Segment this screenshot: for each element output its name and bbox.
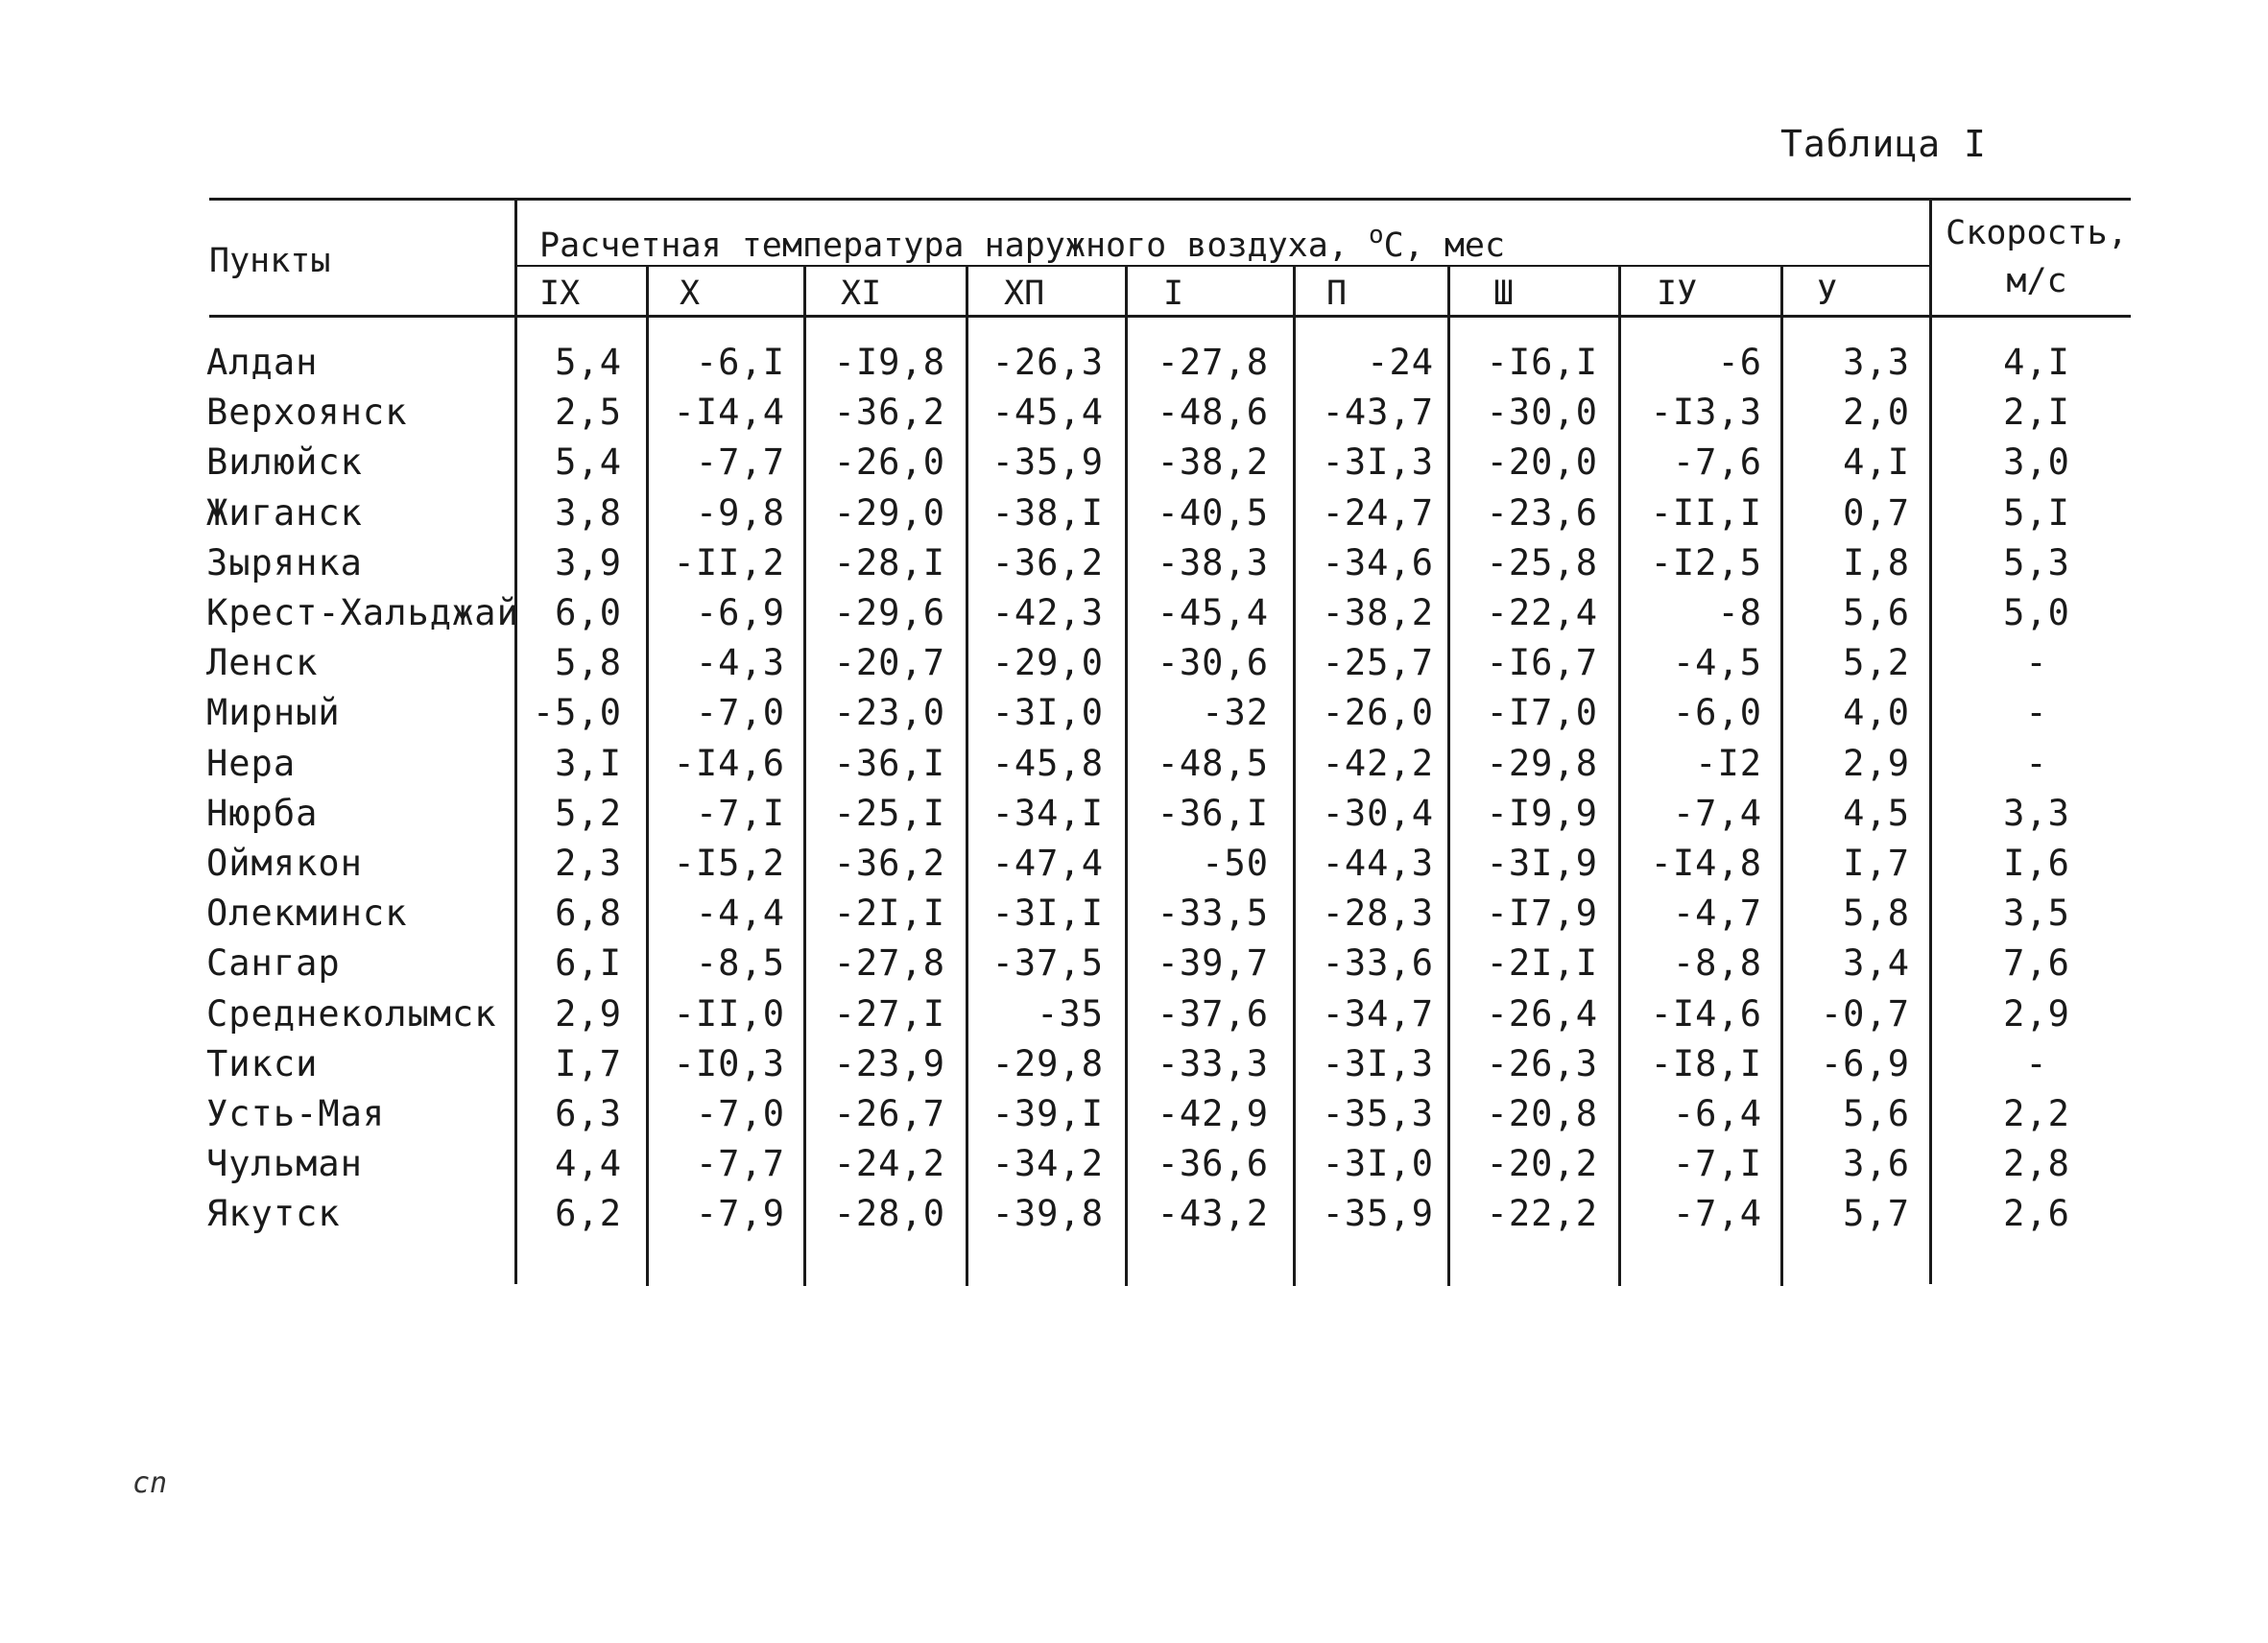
temperature-cell: -44,3 xyxy=(1322,843,1434,884)
row-point-name: Ленск xyxy=(206,642,319,683)
temperature-cell: -I4,6 xyxy=(1650,993,1762,1035)
temperature-cell: -2I,I xyxy=(1486,942,1598,984)
row-point-name: Зырянка xyxy=(206,542,363,583)
temperature-cell: -47,4 xyxy=(991,843,1104,884)
temperature-cell: -24,7 xyxy=(1322,492,1434,534)
temperature-cell: -8 xyxy=(1717,592,1762,633)
row-point-name: Мирный xyxy=(206,692,341,733)
temperature-cell: -7,6 xyxy=(1672,441,1762,483)
temperature-header xyxy=(539,221,1506,265)
row-point-name: Олекминск xyxy=(206,893,408,934)
temperature-cell: -48,5 xyxy=(1157,743,1269,784)
temperature-cell: -7,9 xyxy=(695,1193,785,1234)
temperature-cell: -3I,9 xyxy=(1486,843,1598,884)
temperature-cell: -I5,2 xyxy=(673,843,785,884)
temperature-cell: 5,2 xyxy=(1843,642,1910,683)
temperature-cell: -9,8 xyxy=(695,492,785,534)
temperature-cell: 4,5 xyxy=(1843,793,1910,834)
temperature-cell: -33,3 xyxy=(1157,1043,1269,1084)
temperature-cell: -3I,3 xyxy=(1322,1043,1434,1084)
temperature-cell: -II,I xyxy=(1650,492,1762,534)
temperature-cell: -33,5 xyxy=(1157,893,1269,934)
wind-speed-cell: 2,9 xyxy=(2003,993,2070,1035)
temperature-cell: -7,I xyxy=(1672,1143,1762,1184)
temperature-cell: -50 xyxy=(1202,843,1269,884)
temperature-cell: 3,6 xyxy=(1843,1143,1910,1184)
temperature-cell: -I8,I xyxy=(1650,1043,1762,1084)
temperature-cell: -42,2 xyxy=(1322,743,1434,784)
temperature-cell: -6,I xyxy=(695,342,785,383)
temperature-cell: -36,2 xyxy=(833,392,945,433)
col-divider-month xyxy=(1780,267,1783,1286)
temperature-cell: -26,7 xyxy=(833,1093,945,1134)
table-caption: Таблица I xyxy=(1780,123,1987,165)
temperature-header-unit: С, мес xyxy=(1383,226,1506,265)
row-point-name: Усть-Мая xyxy=(206,1093,386,1134)
row-point-name: Среднеколымск xyxy=(206,993,497,1035)
temperature-cell: -I6,I xyxy=(1486,342,1598,383)
temperature-cell: -26,0 xyxy=(1322,692,1434,733)
temperature-cell: -3I,3 xyxy=(1322,441,1434,483)
temperature-cell: -26,3 xyxy=(991,342,1104,383)
temperature-cell: 2,9 xyxy=(1843,743,1910,784)
temperature-cell: -37,6 xyxy=(1157,993,1269,1035)
temperature-cell: -43,7 xyxy=(1322,392,1434,433)
temperature-cell: 5,4 xyxy=(555,342,622,383)
temperature-cell: -7,0 xyxy=(695,692,785,733)
row-point-name: Крест-Хальджай xyxy=(206,592,519,633)
degree-superscript: о xyxy=(1368,221,1384,250)
temperature-cell: 5,8 xyxy=(555,642,622,683)
temperature-cell: 0,7 xyxy=(1843,492,1910,534)
temperature-cell: -23,9 xyxy=(833,1043,945,1084)
temperature-cell: -6,0 xyxy=(1672,692,1762,733)
wind-speed-cell: - xyxy=(2025,1043,2048,1084)
wind-speed-cell: 5,0 xyxy=(2003,592,2070,633)
temperature-cell: -38,3 xyxy=(1157,542,1269,583)
temperature-cell: -36,6 xyxy=(1157,1143,1269,1184)
temperature-cell: -I3,3 xyxy=(1650,392,1762,433)
temperature-cell: -7,7 xyxy=(695,1143,785,1184)
wind-speed-cell: 7,6 xyxy=(2003,942,2070,984)
row-point-name: Верхоянск xyxy=(206,392,408,433)
temperature-cell: -42,3 xyxy=(991,592,1104,633)
temperature-cell: -3I,0 xyxy=(991,692,1104,733)
row-point-name: Тикси xyxy=(206,1043,319,1084)
month-header: IУ xyxy=(1657,274,1698,313)
temperature-cell: -39,I xyxy=(991,1093,1104,1134)
temperature-cell: 6,0 xyxy=(555,592,622,633)
temperature-cell: -37,5 xyxy=(991,942,1104,984)
temperature-cell: -45,4 xyxy=(1157,592,1269,633)
temperature-cell: 5,4 xyxy=(555,441,622,483)
temperature-cell: 3,8 xyxy=(555,492,622,534)
temperature-cell: 2,9 xyxy=(555,993,622,1035)
col-divider-month xyxy=(1125,267,1128,1286)
month-header: X xyxy=(680,274,701,313)
temperature-cell: 2,0 xyxy=(1843,392,1910,433)
temperature-cell: -29,8 xyxy=(991,1043,1104,1084)
temperature-cell: -II,0 xyxy=(673,993,785,1035)
temperature-cell: -29,0 xyxy=(991,642,1104,683)
temperature-cell: -27,8 xyxy=(1157,342,1269,383)
temperature-cell: -I4,6 xyxy=(673,743,785,784)
temperature-cell: -3I,0 xyxy=(1322,1143,1434,1184)
wind-speed-cell: 3,0 xyxy=(2003,441,2070,483)
temperature-cell: -I4,4 xyxy=(673,392,785,433)
temperature-cell: -27,8 xyxy=(833,942,945,984)
temperature-cell: -27,I xyxy=(833,993,945,1035)
temperature-cell: -30,6 xyxy=(1157,642,1269,683)
wind-speed-cell: 4,I xyxy=(2003,342,2070,383)
temperature-cell: -24 xyxy=(1367,342,1434,383)
temperature-cell: -25,7 xyxy=(1322,642,1434,683)
wind-speed-header-line2: м/с xyxy=(2006,262,2067,300)
month-header: I xyxy=(1163,274,1184,313)
temperature-cell: -38,2 xyxy=(1322,592,1434,633)
temperature-cell: -36,I xyxy=(833,743,945,784)
temperature-cell: -26,4 xyxy=(1486,993,1598,1035)
temperature-cell: -7,4 xyxy=(1672,1193,1762,1234)
wind-speed-cell: 5,3 xyxy=(2003,542,2070,583)
temperature-cell: -34,I xyxy=(991,793,1104,834)
row-point-name: Сангар xyxy=(206,942,341,984)
row-point-name: Нера xyxy=(206,743,297,784)
temperature-cell: -6,9 xyxy=(1820,1043,1910,1084)
temperature-cell: -38,I xyxy=(991,492,1104,534)
temperature-cell: 5,2 xyxy=(555,793,622,834)
temperature-cell: 6,2 xyxy=(555,1193,622,1234)
wind-speed-cell: 2,I xyxy=(2003,392,2070,433)
temperature-cell: -29,8 xyxy=(1486,743,1598,784)
row-point-name: Оймякон xyxy=(206,843,363,884)
temperature-cell: -28,I xyxy=(833,542,945,583)
row-point-name: Вилюйск xyxy=(206,441,363,483)
temperature-cell: 6,8 xyxy=(555,893,622,934)
temperature-cell: -7,4 xyxy=(1672,793,1762,834)
table-top-rule xyxy=(209,198,2131,201)
row-point-name: Жиганск xyxy=(206,492,363,534)
temperature-cell: 6,I xyxy=(555,942,622,984)
wind-speed-cell: 3,5 xyxy=(2003,893,2070,934)
temperature-cell: -23,6 xyxy=(1486,492,1598,534)
temperature-cell: -29,0 xyxy=(833,492,945,534)
month-header: У xyxy=(1817,274,1838,313)
temperature-cell: -6,9 xyxy=(695,592,785,633)
temperature-cell: -8,8 xyxy=(1672,942,1762,984)
temperature-cell: -5,0 xyxy=(532,692,622,733)
temperature-cell: -36,2 xyxy=(991,542,1104,583)
temperature-cell: -35,9 xyxy=(991,441,1104,483)
row-point-name: Алдан xyxy=(206,342,319,383)
col-divider-month xyxy=(966,267,968,1286)
month-header: Ш xyxy=(1493,274,1515,313)
col-divider-points xyxy=(514,200,517,1284)
temperature-cell: -43,2 xyxy=(1157,1193,1269,1234)
temperature-cell: -3I,I xyxy=(991,893,1104,934)
temperature-cell: 5,8 xyxy=(1843,893,1910,934)
temperature-cell: -33,6 xyxy=(1322,942,1434,984)
wind-speed-cell: 5,I xyxy=(2003,492,2070,534)
temperature-cell: -6 xyxy=(1717,342,1762,383)
wind-speed-cell: I,6 xyxy=(2003,843,2070,884)
temperature-cell: -45,4 xyxy=(991,392,1104,433)
temperature-cell: -I4,8 xyxy=(1650,843,1762,884)
temperature-cell: -36,2 xyxy=(833,843,945,884)
temperature-cell: -4,3 xyxy=(695,642,785,683)
temperature-cell: 3,9 xyxy=(555,542,622,583)
month-header: П xyxy=(1326,274,1348,313)
temperature-cell: -7,I xyxy=(695,793,785,834)
temperature-cell: -24,2 xyxy=(833,1143,945,1184)
temperature-cell: -23,0 xyxy=(833,692,945,733)
temperature-cell: -25,8 xyxy=(1486,542,1598,583)
header-bottom-rule xyxy=(209,315,2131,318)
temperature-cell: 3,I xyxy=(555,743,622,784)
temperature-cell: -36,I xyxy=(1157,793,1269,834)
wind-speed-cell: 2,2 xyxy=(2003,1093,2070,1134)
wind-speed-cell: 3,3 xyxy=(2003,793,2070,834)
temperature-cell: 5,6 xyxy=(1843,592,1910,633)
temperature-cell: 2,3 xyxy=(555,843,622,884)
temperature-cell: -I2 xyxy=(1695,743,1762,784)
temperature-cell: -35 xyxy=(1037,993,1104,1035)
temperature-cell: -I9,8 xyxy=(833,342,945,383)
row-point-name: Нюрба xyxy=(206,793,319,834)
temperature-cell: -40,5 xyxy=(1157,492,1269,534)
temperature-cell: -30,4 xyxy=(1322,793,1434,834)
temperature-cell: -30,0 xyxy=(1486,392,1598,433)
temperature-cell: -42,9 xyxy=(1157,1093,1269,1134)
temperature-cell: -7,7 xyxy=(695,441,785,483)
temperature-cell: 4,I xyxy=(1843,441,1910,483)
temperature-cell: -34,6 xyxy=(1322,542,1434,583)
temperature-cell: -25,I xyxy=(833,793,945,834)
temperature-cell: I,8 xyxy=(1843,542,1910,583)
temperature-cell: -34,2 xyxy=(991,1143,1104,1184)
temperature-cell: 5,7 xyxy=(1843,1193,1910,1234)
temperature-cell: 4,4 xyxy=(555,1143,622,1184)
wind-speed-header-line1: Скорость, xyxy=(1946,214,2128,252)
wind-speed-cell: 2,8 xyxy=(2003,1143,2070,1184)
temperature-cell: 3,3 xyxy=(1843,342,1910,383)
temperature-cell: 6,3 xyxy=(555,1093,622,1134)
temperature-cell: -34,7 xyxy=(1322,993,1434,1035)
temperature-cell: -8,5 xyxy=(695,942,785,984)
temperature-cell: -2I,I xyxy=(833,893,945,934)
temperature-cell: 3,4 xyxy=(1843,942,1910,984)
col-divider-month xyxy=(1618,267,1621,1286)
temperature-cell: -26,0 xyxy=(833,441,945,483)
temperature-header-title: Расчетная температура наружного воздуха, xyxy=(539,226,1349,265)
temperature-cell: -35,3 xyxy=(1322,1093,1434,1134)
temperature-cell: -0,7 xyxy=(1820,993,1910,1035)
temperature-cell: 2,5 xyxy=(555,392,622,433)
temperature-cell: 5,6 xyxy=(1843,1093,1910,1134)
temperature-cell: -I0,3 xyxy=(673,1043,785,1084)
temperature-cell: -39,8 xyxy=(991,1193,1104,1234)
temperature-cell: -48,6 xyxy=(1157,392,1269,433)
wind-speed-header xyxy=(1941,209,2133,305)
wind-speed-cell: - xyxy=(2025,692,2048,733)
month-header-rule xyxy=(516,265,1929,267)
temperature-cell: -I9,9 xyxy=(1486,793,1598,834)
temperature-cell: -20,8 xyxy=(1486,1093,1598,1134)
col-divider-month xyxy=(803,267,806,1286)
temperature-cell: -4,5 xyxy=(1672,642,1762,683)
temperature-cell: -26,3 xyxy=(1486,1043,1598,1084)
col-divider-speed xyxy=(1929,200,1932,1284)
temperature-cell: -28,0 xyxy=(833,1193,945,1234)
col-divider-month xyxy=(1293,267,1296,1286)
row-point-name: Чульман xyxy=(206,1143,363,1184)
wind-speed-cell: - xyxy=(2025,642,2048,683)
temperature-cell: -45,8 xyxy=(991,743,1104,784)
temperature-cell: -20,0 xyxy=(1486,441,1598,483)
temperature-cell: -I2,5 xyxy=(1650,542,1762,583)
temperature-cell: I,7 xyxy=(555,1043,622,1084)
temperature-cell: -II,2 xyxy=(673,542,785,583)
temperature-cell: -4,7 xyxy=(1672,893,1762,934)
temperature-cell: -7,0 xyxy=(695,1093,785,1134)
temperature-cell: -I7,0 xyxy=(1486,692,1598,733)
month-header: ХП xyxy=(1004,274,1045,313)
wind-speed-cell: 2,6 xyxy=(2003,1193,2070,1234)
month-header: IX xyxy=(539,274,581,313)
temperature-cell: -I6,7 xyxy=(1486,642,1598,683)
temperature-cell: -28,3 xyxy=(1322,893,1434,934)
temperature-cell: -38,2 xyxy=(1157,441,1269,483)
month-header: XI xyxy=(841,274,882,313)
points-header: Пункты xyxy=(209,242,331,280)
temperature-cell: -39,7 xyxy=(1157,942,1269,984)
col-divider-month xyxy=(1447,267,1450,1286)
temperature-cell: -6,4 xyxy=(1672,1093,1762,1134)
temperature-cell: -22,2 xyxy=(1486,1193,1598,1234)
temperature-cell: -29,6 xyxy=(833,592,945,633)
temperature-cell: -32 xyxy=(1202,692,1269,733)
footer-mark: cn xyxy=(132,1466,168,1500)
temperature-cell: -20,7 xyxy=(833,642,945,683)
temperature-cell: -4,4 xyxy=(695,893,785,934)
row-point-name: Якутск xyxy=(206,1193,341,1234)
temperature-cell: -22,4 xyxy=(1486,592,1598,633)
temperature-cell: -I7,9 xyxy=(1486,893,1598,934)
temperature-cell: -20,2 xyxy=(1486,1143,1598,1184)
temperature-cell: -35,9 xyxy=(1322,1193,1434,1234)
col-divider-month xyxy=(646,267,649,1286)
temperature-cell: I,7 xyxy=(1843,843,1910,884)
wind-speed-cell: - xyxy=(2025,743,2048,784)
temperature-cell: 4,0 xyxy=(1843,692,1910,733)
